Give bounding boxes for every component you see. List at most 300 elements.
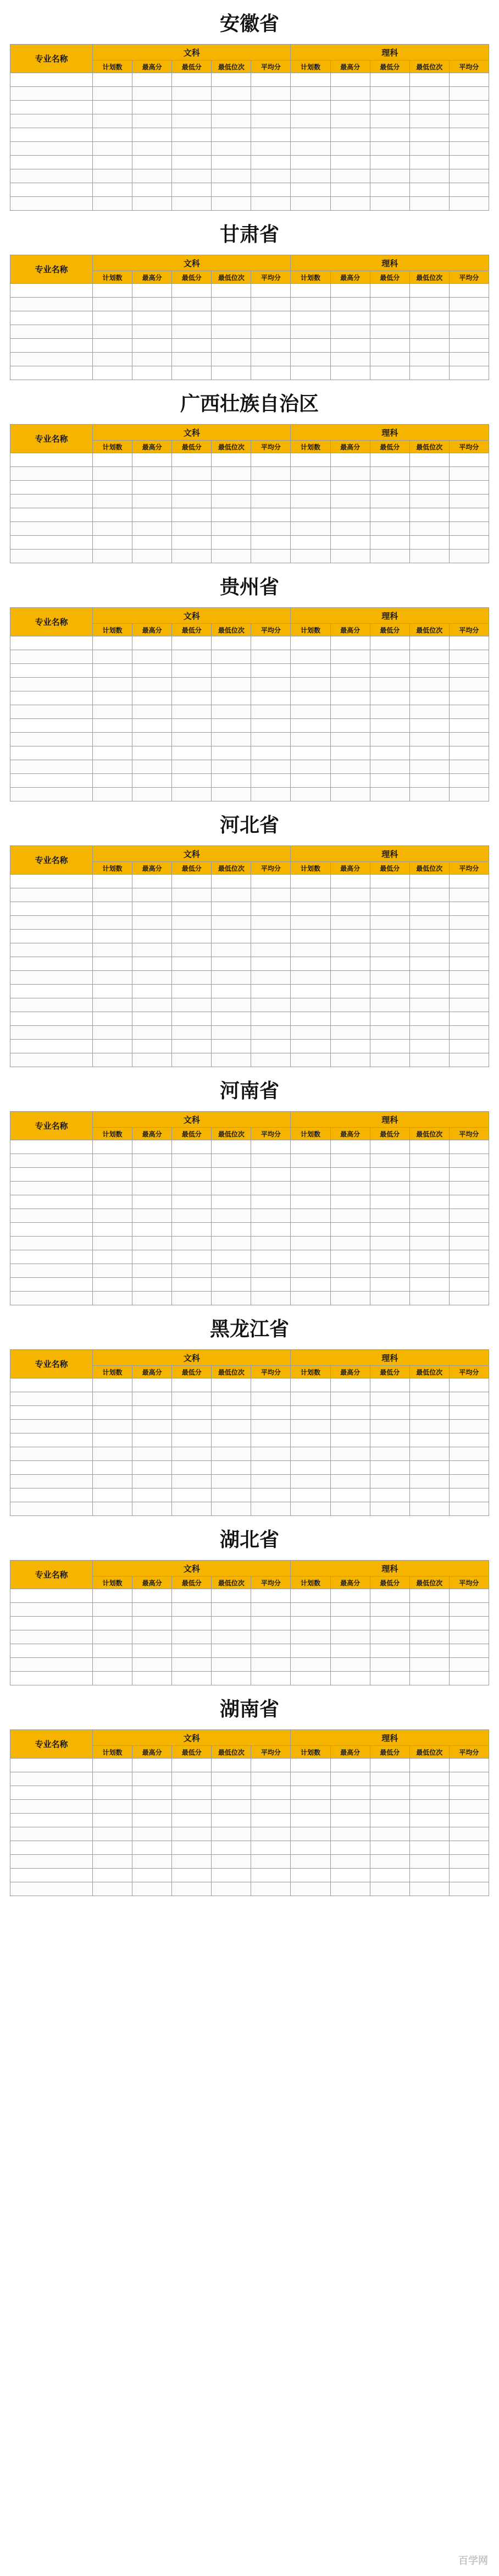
score-cell [251,930,291,943]
score-cell [93,1475,132,1489]
score-cell [370,1617,409,1630]
score-cell [251,998,291,1012]
column-header: 最低位次 [212,1577,251,1589]
score-cell [251,746,291,760]
score-cell [291,284,330,298]
score-cell [132,1378,172,1392]
score-cell [330,1658,370,1672]
score-cell [212,1786,251,1800]
score-cell [409,1841,449,1855]
score-cell [172,902,212,916]
column-header: 最高分 [330,624,370,636]
column-header: 计划数 [291,441,330,453]
major-name-cell [10,325,93,339]
score-cell [93,156,132,169]
major-name-header: 专业名称 [10,45,93,73]
score-cell [370,467,409,481]
score-cell [449,733,489,746]
score-cell [409,1392,449,1406]
score-cell [172,1827,212,1841]
score-cell [132,1672,172,1685]
score-cell [370,1433,409,1447]
score-cell [409,1264,449,1278]
column-header: 最高分 [330,271,370,284]
score-cell [172,1026,212,1040]
score-cell [93,1772,132,1786]
major-name-cell [10,508,93,522]
score-cell [212,128,251,142]
score-cell [251,128,291,142]
table-row [10,142,489,156]
score-cell [93,957,132,971]
score-cell [330,1827,370,1841]
score-cell [212,453,251,467]
column-header: 平均分 [251,61,291,73]
score-cell [172,550,212,563]
score-cell [212,957,251,971]
table-row [10,678,489,691]
score-cell [172,1195,212,1209]
major-name-cell [10,1658,93,1672]
score-cell [330,366,370,380]
score-cell [172,1040,212,1053]
column-header: 平均分 [251,1577,291,1589]
score-cell [172,733,212,746]
wenke-header: 文科 [93,1350,291,1366]
major-name-cell [10,183,93,197]
major-name-cell [10,353,93,366]
score-cell [132,1827,172,1841]
score-cell [212,1182,251,1195]
score-cell [93,453,132,467]
major-name-cell [10,1168,93,1182]
major-name-cell [10,746,93,760]
like-header: 理科 [291,255,489,271]
column-header: 平均分 [251,862,291,875]
score-cell [251,339,291,353]
score-cell [449,550,489,563]
score-cell [291,481,330,495]
score-cell [449,1012,489,1026]
column-header: 最低位次 [409,1746,449,1759]
score-cell [93,719,132,733]
score-cell [291,1814,330,1827]
score-cell [251,1026,291,1040]
like-header: 理科 [291,608,489,624]
score-cell [172,1502,212,1516]
score-cell [409,1223,449,1237]
score-cell [251,875,291,888]
column-header: 平均分 [449,862,489,875]
score-cell [370,1630,409,1644]
score-cell [330,1195,370,1209]
score-cell [330,495,370,508]
table-row [10,284,489,298]
score-cell [291,508,330,522]
score-cell [172,1461,212,1475]
score-cell [93,985,132,998]
score-cell [93,930,132,943]
major-name-cell [10,650,93,664]
score-cell [330,1814,370,1827]
column-header: 平均分 [251,624,291,636]
score-cell [330,156,370,169]
table-row [10,1800,489,1814]
score-cell [370,746,409,760]
major-name-cell [10,1053,93,1067]
score-cell [251,197,291,211]
score-cell [172,156,212,169]
score-cell [449,142,489,156]
score-cell [291,353,330,366]
score-cell [251,1869,291,1882]
score-cell [370,678,409,691]
table-row [10,985,489,998]
score-cell [370,1603,409,1617]
admission-score-table [10,845,489,1067]
score-cell [93,1827,132,1841]
score-cell [409,691,449,705]
score-cell [330,1420,370,1433]
score-cell [93,1658,132,1672]
score-cell [449,1447,489,1461]
score-cell [370,508,409,522]
score-cell [172,1012,212,1026]
table-row [10,916,489,930]
province-title: 安徽省 [219,12,279,35]
score-cell [409,1278,449,1292]
like-header: 理科 [291,1350,489,1366]
score-cell [172,142,212,156]
score-cell [251,1672,291,1685]
table-row [10,73,489,87]
score-cell [291,114,330,128]
score-cell [370,1841,409,1855]
score-cell [212,1140,251,1154]
score-cell [212,550,251,563]
score-cell [212,1237,251,1250]
score-cell [370,1140,409,1154]
table-row [10,128,489,142]
score-cell [212,339,251,353]
score-cell [93,522,132,536]
score-cell [370,1869,409,1882]
score-cell [93,1489,132,1502]
major-name-cell [10,1209,93,1223]
score-cell [251,760,291,774]
score-cell [132,1433,172,1447]
score-cell [93,888,132,902]
table-row [10,1406,489,1420]
table-row [10,1026,489,1040]
score-cell [449,1140,489,1154]
score-cell [449,930,489,943]
table-row [10,788,489,801]
column-header: 最高分 [132,1366,172,1378]
score-cell [330,142,370,156]
score-cell [370,1250,409,1264]
score-cell [212,169,251,183]
score-cell [409,114,449,128]
score-cell [172,1672,212,1685]
score-cell [330,298,370,311]
score-cell [330,902,370,916]
major-name-cell [10,760,93,774]
score-cell [172,664,212,678]
score-cell [132,536,172,550]
score-cell [132,1168,172,1182]
table-row [10,339,489,353]
score-cell [93,325,132,339]
score-cell [291,1209,330,1223]
score-cell [251,1182,291,1195]
score-cell [132,128,172,142]
score-cell [330,325,370,339]
column-header: 最低位次 [212,1366,251,1378]
score-cell [449,774,489,788]
score-cell [370,481,409,495]
table-row [10,1237,489,1250]
score-cell [93,536,132,550]
score-cell [251,636,291,650]
score-cell [212,311,251,325]
province-title: 河南省 [219,1079,279,1102]
score-cell [449,875,489,888]
score-cell [291,87,330,101]
score-cell [132,957,172,971]
score-cell [172,985,212,998]
score-cell [172,508,212,522]
score-cell [291,930,330,943]
score-cell [93,508,132,522]
score-cell [212,366,251,380]
score-cell [93,142,132,156]
table-header-group-row [10,1112,489,1128]
score-cell [409,1502,449,1516]
score-cell [132,1658,172,1672]
score-cell [172,1292,212,1305]
score-cell [409,1759,449,1772]
score-cell [370,1378,409,1392]
score-cell [251,87,291,101]
score-cell [370,366,409,380]
score-cell [93,678,132,691]
score-cell [449,197,489,211]
score-cell [370,1264,409,1278]
score-cell [330,971,370,985]
score-cell [409,1140,449,1154]
score-cell [449,298,489,311]
score-cell [370,636,409,650]
score-cell [251,169,291,183]
wenke-header: 文科 [93,1730,291,1746]
column-header: 最高分 [132,271,172,284]
score-cell [330,284,370,298]
score-cell [172,678,212,691]
score-cell [132,495,172,508]
score-cell [172,957,212,971]
score-cell [370,183,409,197]
score-cell [291,156,330,169]
score-cell [370,1026,409,1040]
table-row [10,1617,489,1630]
major-name-cell [10,1800,93,1814]
score-cell [93,1168,132,1182]
score-cell [449,705,489,719]
column-header: 最低分 [370,61,409,73]
score-cell [449,760,489,774]
table-row [10,664,489,678]
score-cell [409,366,449,380]
score-cell [132,1420,172,1433]
score-cell [212,536,251,550]
score-cell [291,985,330,998]
score-cell [370,1772,409,1786]
score-cell [291,1053,330,1067]
table-row [10,1814,489,1827]
admission-score-table [10,255,489,380]
score-cell [330,1489,370,1502]
score-cell [449,1209,489,1223]
score-cell [409,550,449,563]
score-cell [370,719,409,733]
score-cell [132,1461,172,1475]
score-cell [93,1800,132,1814]
column-header: 最低位次 [409,1577,449,1589]
score-cell [409,495,449,508]
score-cell [409,353,449,366]
score-cell [172,366,212,380]
major-name-cell [10,1786,93,1800]
province-title: 河北省 [219,814,279,836]
score-cell [409,774,449,788]
score-cell [449,183,489,197]
score-cell [93,1617,132,1630]
score-cell [93,1461,132,1475]
score-cell [172,1814,212,1827]
score-cell [132,678,172,691]
column-header: 最低分 [370,441,409,453]
score-cell [251,1644,291,1658]
score-cell [409,183,449,197]
table-row [10,325,489,339]
score-cell [291,1433,330,1447]
score-cell [93,691,132,705]
score-cell [132,1814,172,1827]
table-row [10,719,489,733]
score-cell [212,998,251,1012]
score-cell [93,1759,132,1772]
score-cell [449,943,489,957]
column-header: 最高分 [132,1746,172,1759]
score-cell [330,875,370,888]
province-section [0,0,499,211]
score-cell [132,325,172,339]
score-cell [409,1406,449,1420]
score-cell [172,339,212,353]
score-cell [251,1489,291,1502]
score-cell [449,1053,489,1067]
score-cell [212,902,251,916]
major-name-header: 专业名称 [10,608,93,636]
score-cell [370,353,409,366]
score-cell [291,101,330,114]
score-cell [172,1658,212,1672]
score-cell [409,1827,449,1841]
score-cell [212,481,251,495]
score-cell [132,1209,172,1223]
score-cell [212,1209,251,1223]
score-cell [93,705,132,719]
score-cell [409,888,449,902]
major-name-cell [10,691,93,705]
column-header: 计划数 [291,1366,330,1378]
score-cell [212,650,251,664]
score-cell [330,678,370,691]
score-cell [449,1292,489,1305]
score-cell [330,1759,370,1772]
score-cell [172,1237,212,1250]
score-cell [212,1420,251,1433]
score-cell [449,1250,489,1264]
score-cell [449,691,489,705]
score-cell [132,1237,172,1250]
score-cell [330,664,370,678]
score-cell [93,902,132,916]
score-cell [291,495,330,508]
column-header: 最低位次 [212,441,251,453]
table-row [10,1855,489,1869]
score-cell [93,943,132,957]
major-name-cell [10,495,93,508]
table-row [10,1489,489,1502]
score-cell [330,1882,370,1896]
score-cell [370,916,409,930]
score-cell [212,1869,251,1882]
column-header: 最低分 [172,862,212,875]
score-cell [251,298,291,311]
score-cell [291,1772,330,1786]
score-cell [132,1012,172,1026]
score-cell [409,1603,449,1617]
score-cell [212,1617,251,1630]
score-cell [172,1433,212,1447]
major-name-cell [10,467,93,481]
table-row [10,453,489,467]
score-cell [330,1800,370,1814]
score-cell [449,1026,489,1040]
column-header: 计划数 [93,1746,132,1759]
table-row [10,1378,489,1392]
score-cell [330,1869,370,1882]
score-cell [212,1800,251,1814]
score-cell [330,733,370,746]
score-cell [291,1278,330,1292]
score-cell [330,353,370,366]
score-cell [370,650,409,664]
score-cell [212,1292,251,1305]
column-header: 最低分 [172,624,212,636]
score-cell [330,998,370,1012]
score-cell [291,142,330,156]
table-row [10,746,489,760]
score-cell [291,1658,330,1672]
score-cell [93,1672,132,1685]
major-name-cell [10,1223,93,1237]
score-cell [93,1644,132,1658]
table-header-group-row [10,425,489,441]
score-cell [212,1502,251,1516]
